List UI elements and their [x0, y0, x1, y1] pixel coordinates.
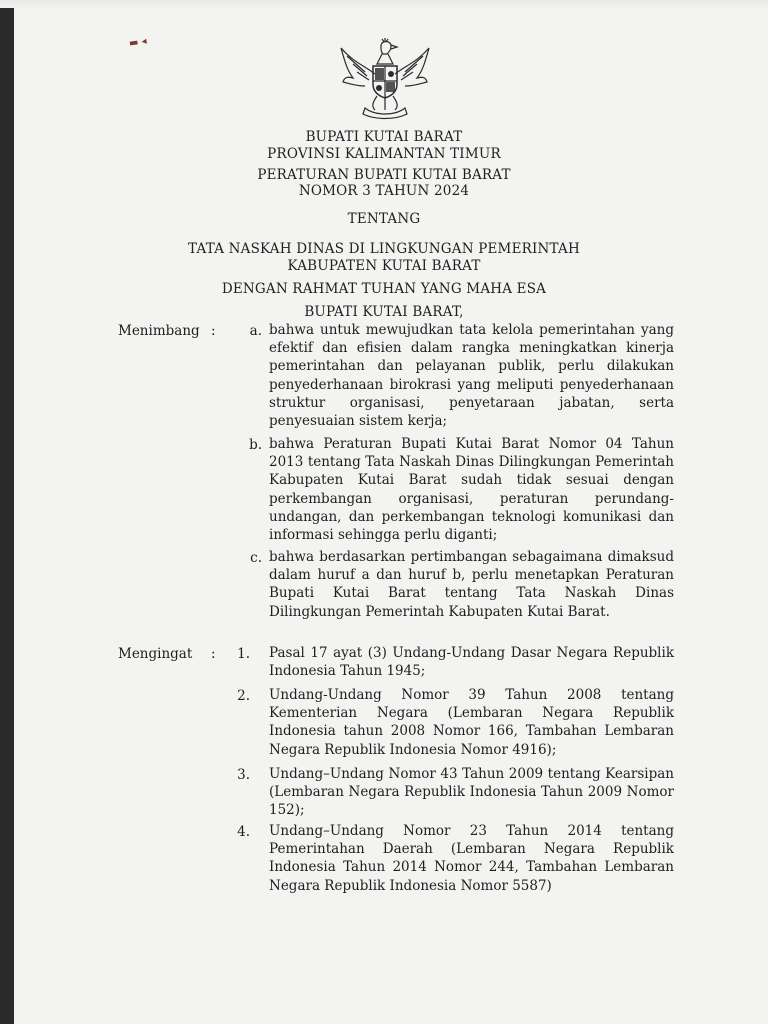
header-line-bupati-salutation: BUPATI KUTAI BARAT, [304, 304, 464, 320]
header-line-subject-2: KABUPATEN KUTAI BARAT [287, 258, 481, 274]
header-line-tentang: TENTANG [347, 211, 421, 227]
header-line-rahmat: DENGAN RAHMAT TUHAN YANG MAHA ESA [221, 281, 547, 297]
page-top-edge [0, 0, 768, 8]
mengingat-item-3: Undang–Undang Nomor 43 Tahun 2009 tentang Kearsipan (Lembaran Negara Republik Indonesia Tahun 2009 Nomor 152); [269, 766, 674, 819]
menimbang-marker-c: c. [250, 550, 262, 566]
header-line-provinsi: PROVINSI KALIMANTAN TIMUR [267, 146, 501, 162]
mengingat-marker-4: 4. [237, 824, 250, 840]
header-line-nomor: NOMOR 3 TAHUN 2024 [298, 183, 470, 199]
mengingat-item-1: Pasal 17 ayat (3) Undang-Undang Dasar Negara Republik Indonesia Tahun 1945; [269, 645, 674, 680]
menimbang-marker-b: b. [249, 437, 262, 453]
menimbang-item-b: bahwa Peraturan Bupati Kutai Barat Nomor 04 Tahun 2013 tentang Tata Naskah Dinas Dilingkungan Pemerintah Kabupaten Kutai Barat sudah tidak sesuai dengan perkembangan organisasi, peraturan perundang-undangan, dan perkembangan teknologi komunikasi dan informasi sehingga perlu diganti; [269, 436, 674, 544]
header-line-subject-1: TATA NASKAH DINAS DI LINGKUNGAN PEMERINTAH [188, 241, 580, 257]
mengingat-item-2: Undang-Undang Nomor 39 Tahun 2008 tentang Kementerian Negara (Lembaran Negara Republik Indonesia tahun 2008 Nomor 166, Tambahan Lembaran Negara Republik Indonesia Nomor 4916); [269, 687, 674, 758]
scan-mark: ▬ ◂ [128, 35, 148, 50]
mengingat-colon: : [211, 646, 216, 662]
menimbang-colon: : [211, 323, 216, 339]
menimbang-marker-a: a. [249, 323, 262, 339]
header-line-bupati: BUPATI KUTAI BARAT [305, 129, 463, 145]
mengingat-marker-1: 1. [237, 646, 250, 662]
menimbang-label: Menimbang [118, 323, 200, 339]
garuda-pancasila-emblem-icon [335, 36, 435, 122]
header-line-peraturan: PERATURAN BUPATI KUTAI BARAT [257, 167, 511, 183]
mengingat-label: Mengingat [118, 646, 193, 662]
menimbang-item-a: bahwa untuk mewujudkan tata kelola pemerintahan yang efektif dan efisien dalam rangka meningkatkan kinerja pemerintahan dan pelayanan publik, perlu dilakukan penyederhanaan birokrasi yang meliputi penyederhanaan struktur organisasi, penyetaraan jabatan, serta penyesuaian sistem kerja; [269, 322, 674, 430]
mengingat-marker-2: 2. [237, 688, 250, 704]
mengingat-marker-3: 3. [237, 767, 250, 783]
mengingat-item-4: Undang–Undang Nomor 23 Tahun 2014 tentang Pemerintahan Daerah (Lembaran Negara Republik Indonesia Tahun 2014 Nomor 244, Tambahan Lembaran Negara Republik Indonesia Nomor 5587) [269, 823, 674, 894]
menimbang-item-c: bahwa berdasarkan pertimbangan sebagaimana dimaksud dalam huruf a dan huruf b, perlu menetapkan Peraturan Bupati Kutai Barat tentang Tata Naskah Dinas Dilingkungan Pemerintah Kabupaten Kutai Barat. [269, 549, 674, 620]
